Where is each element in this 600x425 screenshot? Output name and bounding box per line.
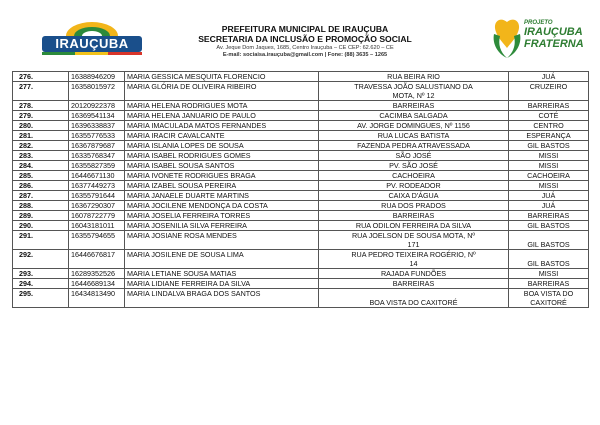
row-address bbox=[319, 171, 509, 181]
row-number: 279. bbox=[13, 111, 69, 121]
row-name: MARIA JOSELIA FERREIRA TORRES bbox=[125, 211, 319, 221]
row-nis-code: 16367290307 bbox=[69, 201, 125, 211]
row-neighborhood-line: CRUZEIRO bbox=[529, 82, 568, 91]
row-address-line: AV. JORGE DOMINGUES, Nº 1156 bbox=[357, 121, 470, 130]
row-address-line: TRAVESSA JOÃO SALUSTIANO DA bbox=[354, 82, 473, 91]
row-name: MARIA JANAELE DUARTE MARTINS bbox=[125, 191, 319, 201]
logo-right-word1: IRAUÇUBA bbox=[524, 26, 583, 38]
row-address bbox=[319, 82, 509, 101]
row-address-line: PV. RODEADOR bbox=[386, 181, 441, 190]
row-neighborhood bbox=[509, 211, 589, 221]
row-number: 291. bbox=[13, 231, 69, 250]
sun-icon bbox=[60, 22, 124, 36]
row-address bbox=[319, 211, 509, 221]
row-address bbox=[319, 151, 509, 161]
row-neighborhood bbox=[509, 151, 589, 161]
row-address bbox=[319, 72, 509, 82]
row-neighborhood bbox=[509, 279, 589, 289]
row-neighborhood bbox=[509, 250, 589, 269]
logo-right-word2: FRATERNA bbox=[524, 38, 584, 50]
row-number: 285. bbox=[13, 171, 69, 181]
row-number: 286. bbox=[13, 181, 69, 191]
row-neighborhood bbox=[509, 289, 589, 308]
row-nis-code: 16078722779 bbox=[69, 211, 125, 221]
row-address-line: RUA PEDRO TEIXEIRA ROGÉRIO, Nº bbox=[351, 250, 476, 259]
row-neighborhood-line: CACHOEIRA bbox=[527, 171, 570, 180]
row-neighborhood-line: MISSI bbox=[538, 151, 559, 160]
row-neighborhood bbox=[509, 221, 589, 231]
row-address-line: 14 bbox=[409, 259, 418, 268]
row-address bbox=[319, 221, 509, 231]
row-address-line: BARREIRAS bbox=[392, 211, 435, 220]
row-address-line: RUA JOELSON DE SOUSA MOTA, Nº bbox=[351, 231, 476, 240]
table-row bbox=[13, 141, 589, 151]
row-name: MARIA GLÓRIA DE OLIVEIRA RIBEIRO bbox=[125, 82, 319, 101]
row-name: MARIA ISABEL RODRIGUES GOMES bbox=[125, 151, 319, 161]
row-nis-code: 16377449273 bbox=[69, 181, 125, 191]
row-address-line: PV. SÃO JOSÉ bbox=[389, 161, 438, 170]
table-row bbox=[13, 181, 589, 191]
row-neighborhood-line: BARREIRAS bbox=[527, 211, 570, 220]
row-address bbox=[319, 101, 509, 111]
row-address-line: CAIXA D'ÁGUA bbox=[388, 191, 439, 200]
table-row bbox=[13, 82, 589, 101]
table-row bbox=[13, 101, 589, 111]
row-neighborhood-line: BOA VISTA DO bbox=[523, 289, 574, 298]
row-nis-code: 16369541134 bbox=[69, 111, 125, 121]
row-neighborhood bbox=[509, 201, 589, 211]
row-number: 278. bbox=[13, 101, 69, 111]
row-address bbox=[319, 250, 509, 269]
row-number: 294. bbox=[13, 279, 69, 289]
row-address-line: RUA BEIRA RIO bbox=[387, 72, 440, 81]
row-number: 289. bbox=[13, 211, 69, 221]
row-neighborhood-line bbox=[511, 250, 586, 259]
logo-right-top: PROJETO bbox=[524, 20, 553, 26]
irauçuba-logo bbox=[36, 22, 148, 54]
table-row bbox=[13, 131, 589, 141]
row-neighborhood-line: CENTRO bbox=[533, 121, 564, 130]
row-address-line: MOTA, Nº 12 bbox=[392, 91, 435, 100]
row-neighborhood-line: JUÁ bbox=[541, 191, 556, 200]
row-neighborhood-line: MISSI bbox=[538, 161, 559, 170]
row-neighborhood-line: GIL BASTOS bbox=[527, 240, 570, 249]
row-number: 277. bbox=[13, 82, 69, 101]
row-name: MARIA IMACULADA MATOS FERNANDES bbox=[125, 121, 319, 131]
table-row bbox=[13, 221, 589, 231]
row-neighborhood bbox=[509, 101, 589, 111]
row-neighborhood-line: GIL BASTOS bbox=[527, 221, 570, 230]
row-name: MARIA JOSIANE ROSA MENDES bbox=[125, 231, 319, 250]
row-nis-code: 16434813490 bbox=[69, 289, 125, 308]
row-address bbox=[319, 191, 509, 201]
row-neighborhood bbox=[509, 111, 589, 121]
row-neighborhood bbox=[509, 72, 589, 82]
table-row bbox=[13, 151, 589, 161]
row-name: MARIA HELENA JANUARIO DE PAULO bbox=[125, 111, 319, 121]
row-address bbox=[319, 231, 509, 250]
row-address-line: RAJADA FUNDÕES bbox=[380, 269, 447, 278]
row-name: MARIA ISLANIA LOPES DE SOUSA bbox=[125, 141, 319, 151]
table-row bbox=[13, 121, 589, 131]
row-address-line: BOA VISTA DO CAXITORÉ bbox=[369, 298, 458, 307]
row-address bbox=[319, 269, 509, 279]
row-neighborhood-line: CAXITORÉ bbox=[530, 298, 567, 307]
table-row bbox=[13, 201, 589, 211]
row-name: MARIA GESSICA MESQUITA FLORENCIO bbox=[125, 72, 319, 82]
table-row bbox=[13, 289, 589, 308]
row-address bbox=[319, 121, 509, 131]
row-name: MARIA JOCILENE MENDONÇA DA COSTA bbox=[125, 201, 319, 211]
table-row bbox=[13, 191, 589, 201]
row-neighborhood bbox=[509, 269, 589, 279]
row-nis-code: 20120922378 bbox=[69, 101, 125, 111]
row-address bbox=[319, 131, 509, 141]
logo-left-stripe bbox=[42, 52, 142, 55]
row-nis-code: 16446689134 bbox=[69, 279, 125, 289]
row-name: MARIA LETIANE SOUSA MATIAS bbox=[125, 269, 319, 279]
row-name: MARIA IRACIR CAVALCANTE bbox=[125, 131, 319, 141]
row-neighborhood bbox=[509, 171, 589, 181]
table-row bbox=[13, 171, 589, 181]
table-row bbox=[13, 111, 589, 121]
row-nis-code: 16335768347 bbox=[69, 151, 125, 161]
row-nis-code: 16446671130 bbox=[69, 171, 125, 181]
row-neighborhood bbox=[509, 82, 589, 101]
row-neighborhood-line: GIL BASTOS bbox=[527, 141, 570, 150]
row-neighborhood-line: MISSI bbox=[538, 181, 559, 190]
row-number: 283. bbox=[13, 151, 69, 161]
row-nis-code: 16388946209 bbox=[69, 72, 125, 82]
row-neighborhood-line: BARREIRAS bbox=[527, 279, 570, 288]
row-neighborhood bbox=[509, 231, 589, 250]
header-line-4: E-mail: sociaisa.irauçuba@gmail.com | Fone: (88) 3635 – 1265 bbox=[222, 52, 388, 58]
row-address bbox=[319, 201, 509, 211]
row-address bbox=[319, 161, 509, 171]
table-row bbox=[13, 231, 589, 250]
row-nis-code: 16358015972 bbox=[69, 82, 125, 101]
row-nis-code: 16355827359 bbox=[69, 161, 125, 171]
row-number: 290. bbox=[13, 221, 69, 231]
table-row bbox=[13, 72, 589, 82]
row-nis-code: 16367879687 bbox=[69, 141, 125, 151]
row-neighborhood bbox=[509, 191, 589, 201]
row-neighborhood-line: JUÁ bbox=[541, 72, 556, 81]
row-nis-code: 16289352526 bbox=[69, 269, 125, 279]
row-neighborhood bbox=[509, 181, 589, 191]
header-line-1: PREFEITURA MUNICIPAL DE IRAUÇUBA bbox=[221, 24, 389, 34]
row-address-line: BARREIRAS bbox=[392, 101, 435, 110]
row-number: 295. bbox=[13, 289, 69, 308]
row-nis-code: 16043181011 bbox=[69, 221, 125, 231]
projeto-iraucuba-fraterna-logo bbox=[490, 14, 585, 60]
row-address bbox=[319, 141, 509, 151]
row-number: 282. bbox=[13, 141, 69, 151]
row-address-line: FAZENDA PEDRA ATRAVESSADA bbox=[357, 141, 470, 150]
row-address bbox=[319, 181, 509, 191]
row-name: MARIA IZABEL SOUSA PEREIRA bbox=[125, 181, 319, 191]
row-address-line: RUA DOS PRADOS bbox=[381, 201, 446, 210]
row-nis-code: 16355794655 bbox=[69, 231, 125, 250]
row-neighborhood-line: COTÉ bbox=[538, 111, 559, 120]
row-address-line bbox=[321, 289, 506, 298]
row-neighborhood bbox=[509, 161, 589, 171]
table-body bbox=[13, 72, 589, 308]
row-address bbox=[319, 279, 509, 289]
table-row bbox=[13, 161, 589, 171]
row-nis-code: 16355776533 bbox=[69, 131, 125, 141]
row-name: MARIA LIDIANE FERREIRA DA SILVA bbox=[125, 279, 319, 289]
row-address-line: SÃO JOSÉ bbox=[395, 151, 432, 160]
row-name: MARIA HELENA RODRIGUES MOTA bbox=[125, 101, 319, 111]
header-text bbox=[170, 24, 440, 59]
row-number: 287. bbox=[13, 191, 69, 201]
row-nis-code: 16446676817 bbox=[69, 250, 125, 269]
row-address-line: CACHOEIRA bbox=[392, 171, 435, 180]
row-number: 293. bbox=[13, 269, 69, 279]
row-neighborhood bbox=[509, 131, 589, 141]
row-number: 288. bbox=[13, 201, 69, 211]
row-neighborhood-line bbox=[511, 231, 586, 240]
row-neighborhood-line: BARREIRAS bbox=[527, 101, 570, 110]
row-neighborhood-line: ESPERANÇA bbox=[526, 131, 571, 140]
table-row bbox=[13, 211, 589, 221]
row-address bbox=[319, 111, 509, 121]
row-number: 284. bbox=[13, 161, 69, 171]
row-name: MARIA JOSENILIA SILVA FERREIRA bbox=[125, 221, 319, 231]
row-name: MARIA LINDALVA BRAGA DOS SANTOS bbox=[125, 289, 319, 308]
row-name: MARIA JOSILENE DE SOUSA LIMA bbox=[125, 250, 319, 269]
row-neighborhood bbox=[509, 121, 589, 131]
logo-left-word: IRAUÇUBA bbox=[42, 36, 142, 52]
row-address-line: RUA ODILON FERREIRA DA SILVA bbox=[355, 221, 472, 230]
row-number: 292. bbox=[13, 250, 69, 269]
beneficiaries-table bbox=[12, 71, 589, 308]
header-line-2: SECRETARIA DA INCLUSÃO E PROMOÇÃO SOCIAL bbox=[198, 34, 412, 44]
row-address-line: 171 bbox=[407, 240, 420, 249]
table-row bbox=[13, 269, 589, 279]
row-neighborhood-line: JUÁ bbox=[541, 201, 556, 210]
row-name: MARIA IVONETE RODRIGUES BRAGA bbox=[125, 171, 319, 181]
header-line-3: Av. Jeque Dom Jaques, 1685, Centro Irauçuba – CE CEP: 62.620 – CE bbox=[216, 45, 394, 51]
table-row bbox=[13, 250, 589, 269]
page-header bbox=[0, 0, 600, 70]
row-address bbox=[319, 289, 509, 308]
hands-heart-icon bbox=[490, 14, 524, 60]
row-address-line: RUA LUCAS BATISTA bbox=[377, 131, 450, 140]
row-neighborhood bbox=[509, 141, 589, 151]
row-neighborhood-line: MISSI bbox=[538, 269, 559, 278]
row-number: 280. bbox=[13, 121, 69, 131]
row-name: MARIA ISABEL SOUSA SANTOS bbox=[125, 161, 319, 171]
row-address-line: CACIMBA SALGADA bbox=[379, 111, 448, 120]
row-number: 281. bbox=[13, 131, 69, 141]
row-neighborhood-line: GIL BASTOS bbox=[527, 259, 570, 268]
row-nis-code: 16396338837 bbox=[69, 121, 125, 131]
table-row bbox=[13, 279, 589, 289]
row-address-line: BARREIRAS bbox=[392, 279, 435, 288]
row-number: 276. bbox=[13, 72, 69, 82]
row-nis-code: 16355791644 bbox=[69, 191, 125, 201]
